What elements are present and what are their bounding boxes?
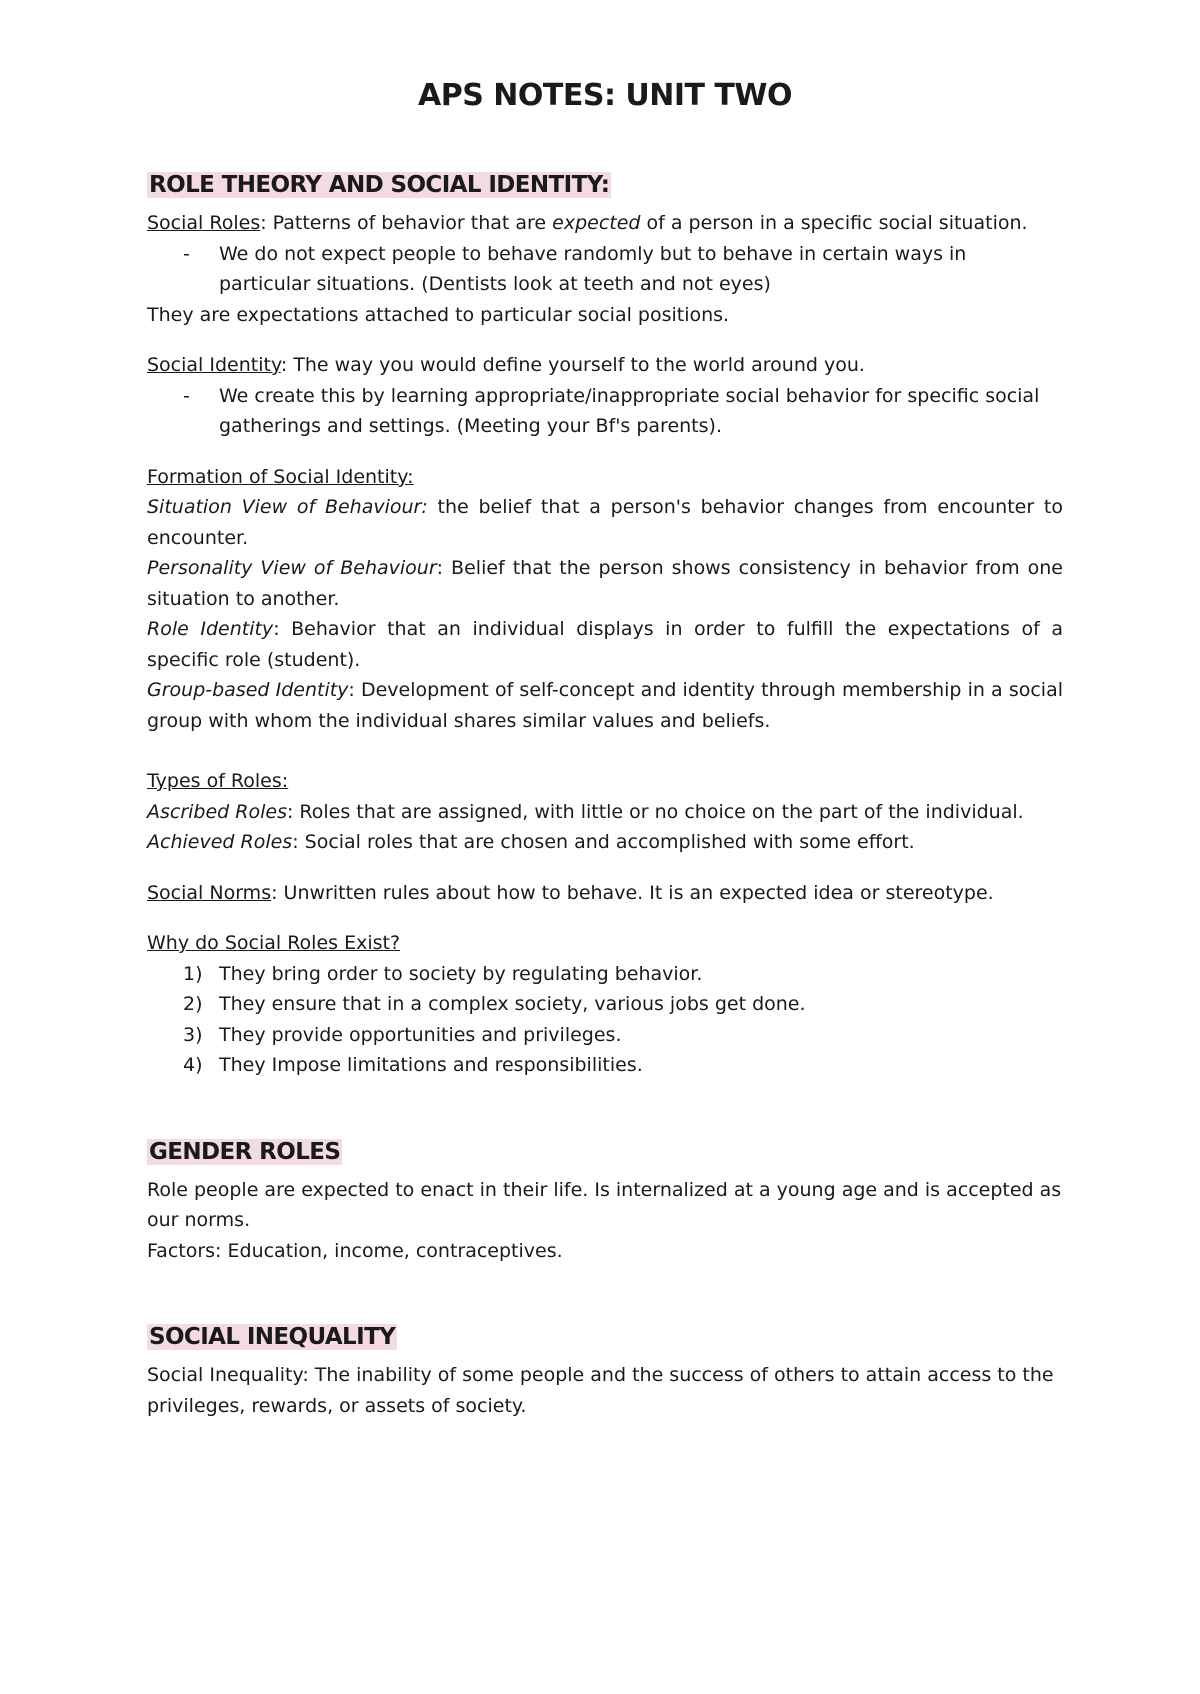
social-inequality-text: Social Inequality: The inability of some people and the success of others to attain access to the privileges, rewards, or assets of society. bbox=[147, 1364, 1054, 1417]
definition-text: : Unwritten rules about how to behave. It is an expected idea or stereotype. bbox=[271, 881, 994, 904]
list-item bbox=[147, 239, 1063, 300]
list-item bbox=[147, 381, 1063, 442]
list-item bbox=[147, 1020, 1063, 1051]
formation-item bbox=[147, 614, 1063, 675]
list-item-text: They ensure that in a complex society, various jobs get done. bbox=[219, 993, 806, 1015]
definition-text: : Patterns of behavior that are bbox=[260, 212, 553, 234]
bullet-text: We do not expect people to behave randomly but to behave in certain ways in particular situations. (Dentists look at teeth and not eyes) bbox=[219, 242, 967, 295]
social-identity-bullets bbox=[147, 381, 1063, 442]
term-social-identity: Social Identity bbox=[147, 354, 281, 376]
list-item-text: They bring order to society by regulating behavior. bbox=[219, 962, 703, 985]
heading-highlight: ROLE THEORY AND SOCIAL IDENTITY: bbox=[149, 172, 610, 198]
definition-text: the belief that a person's behavior changes from encounter to encounter. bbox=[147, 496, 1063, 549]
social-norms-definition bbox=[147, 878, 1063, 909]
emphasis-text: expected bbox=[552, 212, 641, 234]
social-roles-followup: They are expectations attached to particular social positions. bbox=[147, 303, 730, 326]
list-item bbox=[147, 959, 1063, 990]
why-roles-exist-heading: Why do Social Roles Exist? bbox=[147, 932, 401, 954]
definition-text: : Belief that the person shows consistency in behavior from one situation to another. bbox=[147, 557, 1063, 610]
term-label: Situation View of Behaviour: bbox=[147, 496, 428, 518]
definition-text: : Roles that are assigned, with little or no choice on the part of the individual. bbox=[286, 800, 1024, 823]
types-of-roles-heading: Types of Roles: bbox=[147, 770, 289, 792]
number-marker: 2) bbox=[183, 993, 203, 1015]
formation-list bbox=[147, 492, 1063, 736]
definition-text: of a person in a specific social situation. bbox=[640, 212, 1028, 234]
definition-text: : Social roles that are chosen and accomplished with some effort. bbox=[292, 831, 915, 853]
term-label: Group-based Identity bbox=[147, 679, 349, 701]
heading-highlight: SOCIAL INEQUALITY bbox=[149, 1324, 396, 1350]
formation-item bbox=[147, 553, 1063, 614]
term-social-roles: Social Roles bbox=[147, 212, 261, 234]
number-marker: 3) bbox=[183, 1023, 203, 1046]
social-identity-definition bbox=[147, 350, 1063, 381]
term-label: Role Identity bbox=[147, 618, 274, 640]
types-item bbox=[147, 827, 1063, 858]
term-label: Ascribed Roles bbox=[147, 800, 287, 823]
number-marker: 4) bbox=[183, 1054, 203, 1076]
page-title: APS NOTES: UNIT TWO bbox=[418, 78, 792, 113]
why-roles-exist-list bbox=[147, 959, 1063, 1081]
term-label: Personality View of Behaviour bbox=[147, 557, 437, 579]
list-item bbox=[147, 1050, 1063, 1081]
gender-roles-text: Role people are expected to enact in their life. Is internalized at a young age and is accepted as our norms. bbox=[147, 1178, 1062, 1231]
list-item-text: They provide opportunities and privileges. bbox=[219, 1023, 622, 1046]
gender-roles-factors: Factors: Education, income, contraceptives. bbox=[147, 1239, 563, 1262]
section-heading-role-theory bbox=[147, 168, 1063, 202]
formation-item bbox=[147, 492, 1063, 553]
section-heading-social-inequality bbox=[147, 1320, 1063, 1354]
definition-text: : The way you would define yourself to the world around you. bbox=[280, 354, 865, 376]
social-roles-bullets bbox=[147, 239, 1063, 300]
list-item bbox=[147, 989, 1063, 1020]
term-label: Achieved Roles bbox=[147, 831, 293, 853]
social-roles-definition bbox=[147, 208, 1063, 239]
list-item-text: They Impose limitations and responsibilities. bbox=[219, 1054, 643, 1076]
definition-text: : Behavior that an individual displays in order to fulfill the expectations of a specific role (student). bbox=[147, 618, 1064, 671]
dash-marker: - bbox=[183, 242, 190, 265]
types-item bbox=[147, 797, 1063, 828]
heading-highlight: GENDER ROLES bbox=[149, 1138, 341, 1165]
definition-text: : Development of self-concept and identity through membership in a social group with whom the individual shares similar values and beliefs. bbox=[147, 679, 1063, 732]
term-social-norms: Social Norms bbox=[147, 881, 272, 904]
section-heading-gender-roles bbox=[147, 1135, 1063, 1169]
dash-marker: - bbox=[183, 384, 190, 407]
bullet-text: We create this by learning appropriate/inappropriate social behavior for specific social gatherings and settings. (Meeting your Bf's parents). bbox=[219, 384, 1040, 437]
formation-item bbox=[147, 675, 1063, 736]
number-marker: 1) bbox=[183, 962, 203, 985]
formation-heading: Formation of Social Identity: bbox=[147, 465, 414, 488]
